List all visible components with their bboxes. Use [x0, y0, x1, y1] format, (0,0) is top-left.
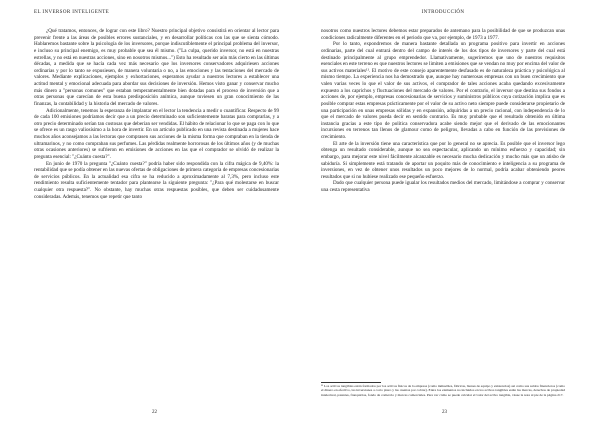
paragraph: Adicionalmente, tenemos la esperanza de implantar en el lector la tendencia a medir o cuantificar. Respecto de 99 de cada 100 emisiones podríamos decir que a un precio determinado son suficientemente baratas para comprarlas, y a otro precio determinado serían tan costosas que deberían ser vendidas. El hábito de relacionar lo que se paga con lo que se ofrece es un rasgo valiosísimo a la hora de invertir. En un artículo publicado en una revista destinada a mujeres hace muchos años aconsejamos a las lectoras que comprasen sus acciones de la misma forma que compraban en la tienda de ultramarinos, y no como compraban sus perfumes. Las pérdidas realmente horrorosas de los últimos años (y de muchas otras ocasiones anteriores) se sufrieron en emisiones de acciones en las que el comprador se olvidó de realizar la pregunta esencial: "¿Cuánto cuesta?". [34, 107, 279, 160]
left-page-body [34, 28, 279, 200]
running-head-left: EL INVERSOR INTELIGENTE [34, 10, 110, 15]
paragraph: nosotros como nuestros lectores debemos estar preparados de antemano para la posibilidad de que se produzcan unas condiciones radicalmente diferentes en el periodo que va, por ejemplo, de 1973 a 1977. [321, 28, 565, 41]
right-page-body [321, 28, 565, 194]
paragraph: ¿Qué tratamos, entonces, de lograr con este libro? Nuestro principal objetivo consistirá en orientar al lector para prevenir frente a las áreas de posibles errores sustanciales, y en desarrollar políticas con las que se sienta cómodo. Hablaremos bastante sobre la psicología de los inversores, porque indiscutiblemente el principal problema del inversor, e incluso su principal enemigo, es muy probable que sea él mismo. ("La culpa, querido inversor, no está en nuestras estrellas, y no está en nuestras acciones, sino en nosotros mismos...") Esto ha resultado ser aún más cierto en las últimas décadas, a medida que se hacía cada vez más necesario que los inversores conservadores adquiriesen acciones ordinarias y por lo tanto se expusiesen, de manera voluntaria o no, a las emociones y las tentaciones del mercado de valores. Mediante explicaciones, ejemplos y exhortaciones, esperamos ayudar a nuestros lectores a establecer una actitud mental y emocional adecuada para abordar sus decisiones de inversión. Hemos visto ganar y conservar mucho más dinero a "personas comunes" que estaban temperamentalmente bien dotadas para el proceso de inversión que a otras personas que carecían de esta buena predisposición anímica, aunque tuviesen un gran conocimiento de las finanzas, la contabilidad y la historia del mercado de valores. [34, 28, 279, 107]
paragraph: Por lo tanto, expondremos de manera bastante detallada un programa positivo para invertir en acciones ordinarias, parte del cual entrará dentro del campo de interés de los dos tipos de inversores y parte del cual está destinado principalmente al grupo emprendedor. Llamativamente, sugeriremos que uno de nuestros requisitos esenciales en este terreno es que nuestros lectores se limiten a emisiones que se vendan no muy por encima del valor de sus activos materiales¹¹. El motivo de este consejo aparentemente desfasado es de naturaleza práctica y psicológica al mismo tiempo. La experiencia nos ha demostrado que, aunque hay numerosas empresas con un buen crecimiento que valen varias veces lo que el valor de sus activos, el comprador de tales acciones acaba quedando excesivamente expuesto a los caprichos y fluctuaciones del mercado de valores. Por el contrario, el inversor que destina sus fondos a acciones de, por ejemplo, empresas concesionarias de servicios y suministros públicos cuya cotización implica que es posible comprar estas empresas prácticamente por el valor de su activo neto siempre puede considerarse propietario de una participación en unas empresas sólidas y en expansión, adquiridas a un precio racional, con independencia de lo que el mercado de valores pueda decir en sentido contrario. Es muy probable que el resultado obtenido en última instancia gracias a este tipo de política conservadora acabe siendo mejor que el derivado de las emocionantes incursiones en terrenos tan llenos de glamour como de peligros, llevadas a cabo en función de las previsiones de crecimiento. [321, 41, 565, 140]
paragraph: Dado que cualquier persona puede igualar los resultados medios del mercado, limitándose a comprar y conservar una cesta representativa [321, 180, 565, 193]
page-number-right: 23 [442, 410, 447, 415]
page-number-left: 22 [152, 410, 157, 415]
footnote: ¹¹ Los activos tangibles están formados por los activos físicos de la empresa (como inmuebles, fábricas, bienes de equipo y existencias) así como sus saldos financieros (como el dinero en efectivo, las inversiones a corto plazo y las cuentas por cobrar). Entre los elementos no incluidos en los activos tangibles están las marcas, derechos de propiedad intelectual, patentes, franquicias, fondo de comercio y marcas comerciales. Para ver cómo se puede calcular el valor del activo tangible, véase la nota al pie de la página 217. [321, 384, 565, 397]
running-head-right: INTRODUCCIÓN [421, 10, 465, 15]
footnote-divider [321, 382, 381, 383]
right-page [300, 0, 600, 424]
paragraph: El arte de la inversión tiene una característica que por lo general no se aprecia. Es posible que el inversor lego obtenga un resultado considerable, aunque no sea espectacular, aplicando un mínimo esfuerzo y capacidad; sin embargo, para mejorar este nivel fácilmente alcanzable es necesario mucha dedicación y mucho más que un atisbo de sabiduría. Si simplemente está tratando de aportar un poquito más de conocimiento e inteligencia a su programa de inversiones, en vez de obtener unos resultados un poco mejores de lo normal, podría acabar obteniendo peores resultados que si no hubiese realizado ese pequeño esfuerzo. [321, 140, 565, 180]
paragraph: En junio de 1970 la pregunta "¿Cuánto cuesta?" podría haber sido respondida con la cifra mágica de 9,40%: la rentabilidad que se podía obtener en las nuevas ofertas de obligaciones de primera categoría de empresas concesionarias de servicios públicos. En la actualidad esa cifra se ha reducido a aproximadamente al 7,3%, pero incluso este rendimiento resulta suficientemente tentador para plantearse la siguiente pregunta: "¿Para qué molestarse en buscar cualquier otra respuesta?". No obstante, hay muchas otras respuestas posibles, que deben ser cuidadosamente consideradas. Además, tenemos que repetir que tanto [34, 160, 279, 200]
